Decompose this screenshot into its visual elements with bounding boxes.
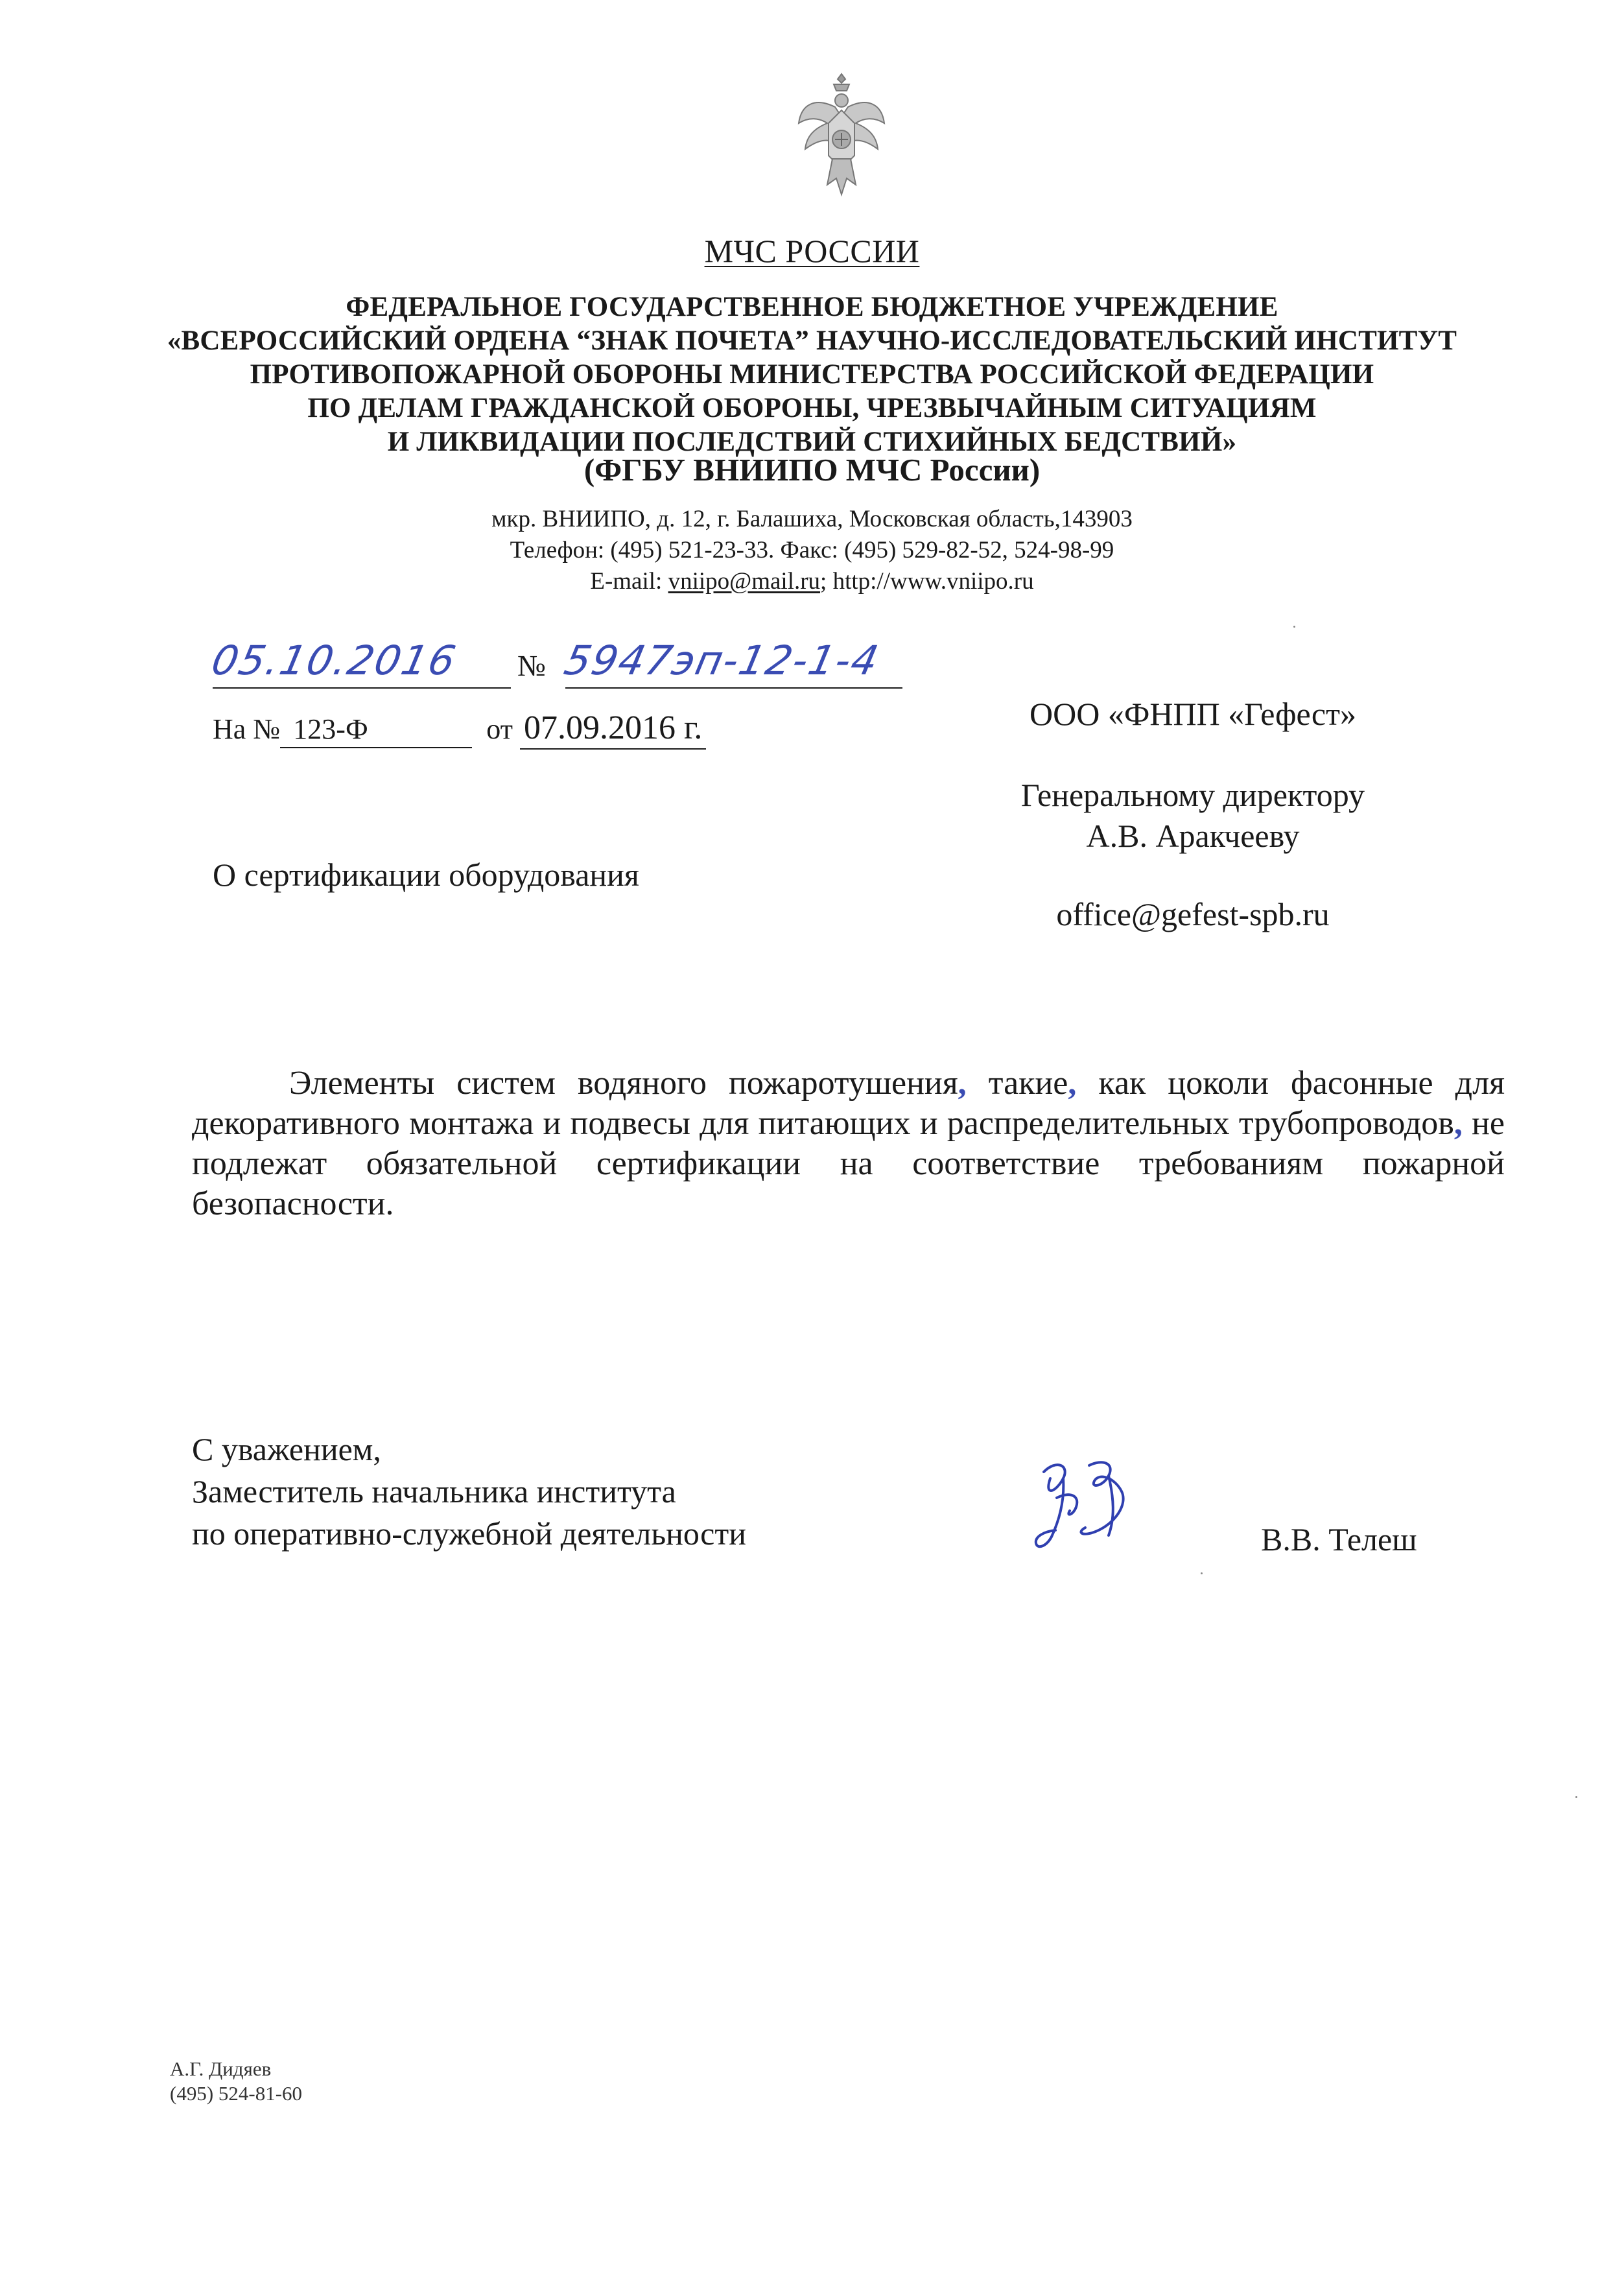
recipient-block [959,694,1426,935]
website: ; http://www.vniipo.ru [820,568,1034,595]
signer-position-line: по оперативно-служебной деятельности [192,1515,746,1552]
org-line: И ЛИКВИДАЦИИ ПОСЛЕДСТВИЙ СТИХИЙНЫХ БЕДСТВИЙ» [387,427,1237,457]
scan-speck [1575,1796,1577,1798]
reference-from-label: от [486,713,513,745]
signer-position-line: Заместитель начальника института [192,1473,676,1509]
org-line: «ВСЕРОССИЙСКИЙ ОРДЕНА “ЗНАК ПОЧЕТА” НАУЧНО-ИССЛЕДОВАТЕЛЬСКИЙ ИНСТИТУТ [167,325,1457,356]
address: мкр. ВНИИПО, д. 12, г. Балашиха, Московская область,143903 [491,506,1133,532]
executor-block [170,2057,302,2106]
handwritten-comma: , [958,1065,967,1102]
registration-date: 05.10.2016 [207,637,461,684]
ministry-title: МЧС РОССИИ [704,233,920,269]
scan-speck [1293,626,1295,628]
handwritten-signature [1018,1452,1160,1563]
scan-speck [1201,1572,1203,1574]
reference-number: 123-Ф [280,713,472,748]
registration-date-field [207,637,511,689]
body-text-part: такие [966,1065,1068,1102]
body-text-part: не подлежат обязательной сертификации на соответствие требованиям пожарной безопасности. [192,1105,1505,1222]
email-prefix: E-mail: [590,568,668,595]
letter-body [192,1063,1505,1224]
email-website-line [0,566,1624,597]
org-line: ПО ДЕЛАМ ГРАЖДАНСКОЙ ОБОРОНЫ, ЧРЕЗВЫЧАЙНЫМ СИТУАЦИЯМ [307,393,1317,423]
reference-line [213,709,706,750]
recipient-email: office@gefest-spb.ru [1056,896,1330,932]
signer-name: В.В. Телеш [1261,1521,1417,1557]
recipient-position: Генеральному директору [1020,777,1365,813]
body-text-part: Элементы систем водяного пожаротушения [289,1065,958,1102]
registration-number: 5947эп-12-1-4 [560,637,884,684]
registration-number-field [560,637,902,689]
handwritten-comma: , [1068,1065,1077,1102]
executor-name: А.Г. Дидяев [170,2057,272,2080]
closing-block [192,1428,746,1555]
recipient-company: ООО «ФНПП «Гефест» [1030,696,1356,732]
reference-date: 07.09.2016 г. [520,709,706,750]
executor-phone: (495) 524-81-60 [170,2082,303,2105]
org-line: ФЕДЕРАЛЬНОЕ ГОСУДАРСТВЕННОЕ БЮДЖЕТНОЕ УЧРЕЖДЕНИЕ [346,292,1278,322]
body-text-part: как цоколи фасонные для декоративного монтажа и подвесы для питающих и распределительных трубопроводов [192,1065,1505,1142]
phones: Телефон: (495) 521-23-33. Факс: (495) 529-82-52, 524-98-99 [510,537,1114,563]
handwritten-comma: , [1453,1105,1463,1142]
registration-number-label: № [517,649,546,682]
email-link[interactable]: vniipo@mail.ru [668,568,821,595]
recipient-name: А.В. Аракчееву [1086,818,1300,854]
organization-full-name [0,290,1624,459]
regards: С уважением, [192,1431,381,1467]
organization-short-name: (ФГБУ ВНИИПО МЧС России) [583,452,1041,488]
letter-subject: О сертификации оборудования [213,857,639,893]
reference-label: На № [213,713,281,745]
org-line: ПРОТИВОПОЖАРНОЙ ОБОРОНЫ МИНИСТЕРСТВА РОССИЙСКОЙ ФЕДЕРАЦИИ [250,359,1374,390]
contact-block [0,504,1624,597]
mchs-eagle-emblem-icon [796,71,887,201]
